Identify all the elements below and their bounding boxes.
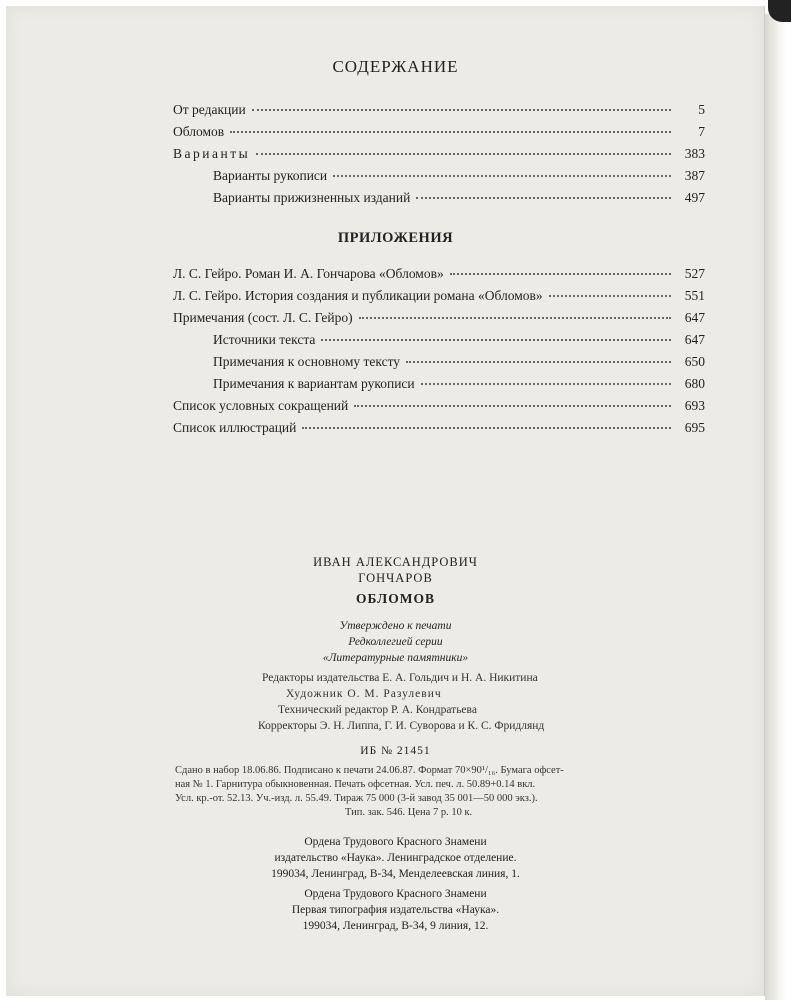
appendix-row [173,398,705,418]
appendix-label: Л. С. Гейро. История создания и публикации романа «Обломов» [173,288,543,303]
credit-line: Редакторы издательства Е. А. Гольдич и Н. А. Никитина [262,672,538,684]
approval-line: Редколлегией серии [348,636,443,648]
appendix-row [213,354,705,374]
printer-line: Ордена Трудового Красного Знамени [304,888,487,900]
credit-line: Корректоры Э. Н. Липпа, Г. И. Суворова и К. С. Фридлянд [258,720,545,732]
publisher-line: издательство «Наука». Ленинградское отделение. [274,852,517,864]
appendix-page: 650 [684,354,705,369]
toc-page: 7 [698,124,705,139]
appendix-label: Л. С. Гейро. Роман И. А. Гончарова «Обломов» [173,266,444,281]
appendix-leader [406,361,671,363]
publisher-line: Ордена Трудового Красного Знамени [304,836,487,848]
toc-label: Варианты [173,146,251,161]
contents-title: СОДЕРЖАНИЕ [332,57,459,76]
author-surname: ГОНЧАРОВ [358,571,433,585]
toc-page: 5 [698,102,705,117]
appendix-leader [450,273,671,275]
appendix-label: Источники текста [213,332,316,347]
toc-row [173,124,705,144]
appendix-row [173,288,705,308]
print-detail-line: Усл. кр.-от. 52.13. Уч.-изд. л. 55.49. Тираж 75 000 (3-й завод 35 001—50 000 экз.). [175,793,538,804]
appendix-row [173,310,705,330]
appendix-label: Примечания к вариантам рукописи [213,376,415,391]
print-detail-line: Сдано в набор 18.06.86. Подписано к печати 24.06.87. Формат 70×90¹/₁₆. Бумага офсет- [175,765,564,776]
appendix-row [213,376,705,396]
approval-line: «Литературные памятники» [322,652,469,664]
approval-line: Утверждено к печати [339,620,452,632]
appendix-leader [421,383,671,385]
appendix-leader [354,405,671,407]
appendix-title: ПРИЛОЖЕНИЯ [337,230,454,246]
toc-leader [416,197,671,199]
appendix-label: Список иллюстраций [173,420,297,435]
appendix-label: Список условных сокращений [173,398,349,413]
toc-leader [230,131,671,133]
publisher-line: 199034, Ленинград, В-34, Менделеевская линия, 1. [271,868,520,880]
appendix-leader [321,339,671,341]
appendix-leader [359,317,671,319]
credit-line: Технический редактор Р. А. Кондратьева [278,704,477,716]
toc-label: Обломов [173,124,225,139]
toc-page: 387 [684,168,705,183]
toc-leader [252,109,671,111]
printer-line: Первая типография издательства «Наука». [291,904,500,916]
appendix-row [173,266,705,286]
appendix-leader [302,427,671,429]
printer-line: 199034, Ленинград, В-34, 9 линия, 12. [302,920,489,932]
appendix-page: 693 [684,398,705,413]
toc-leader [256,153,671,155]
appendix-leader [549,295,671,297]
print-detail-line: ная № 1. Гарнитура обыкновенная. Печать офсетная. Усл. печ. л. 50.89+0.14 вкл. [175,779,536,790]
toc-row [173,102,705,122]
appendix-row [213,332,705,352]
appendix-page: 680 [684,376,705,391]
appendix-page: 647 [684,310,705,325]
toc-page: 497 [684,190,705,205]
appendix-label: Примечания (сост. Л. С. Гейро) [173,310,353,325]
book-title: ОБЛОМОВ [356,591,435,606]
toc-row [213,190,705,210]
ib-number: ИБ № 21451 [360,745,431,757]
toc-label: Варианты рукописи [213,168,328,183]
credit-line: Художник О. М. Разулевич [286,688,442,700]
appendix-page: 551 [684,288,705,303]
appendix-page: 647 [684,332,705,347]
toc-row [173,146,705,166]
appendix-row [173,420,705,440]
appendix-label: Примечания к основному тексту [213,354,401,369]
toc-label: От редакции [173,102,246,117]
appendix-page: 695 [684,420,705,435]
toc-page: 383 [684,146,705,161]
print-detail-line: Тип. зак. 546. Цена 7 р. 10 к. [345,807,473,818]
appendix-page: 527 [684,266,705,281]
toc-row [213,168,705,188]
author-name: ИВАН АЛЕКСАНДРОВИЧ [313,555,478,569]
toc-leader [333,175,671,177]
toc-label: Варианты прижизненных изданий [213,190,411,205]
